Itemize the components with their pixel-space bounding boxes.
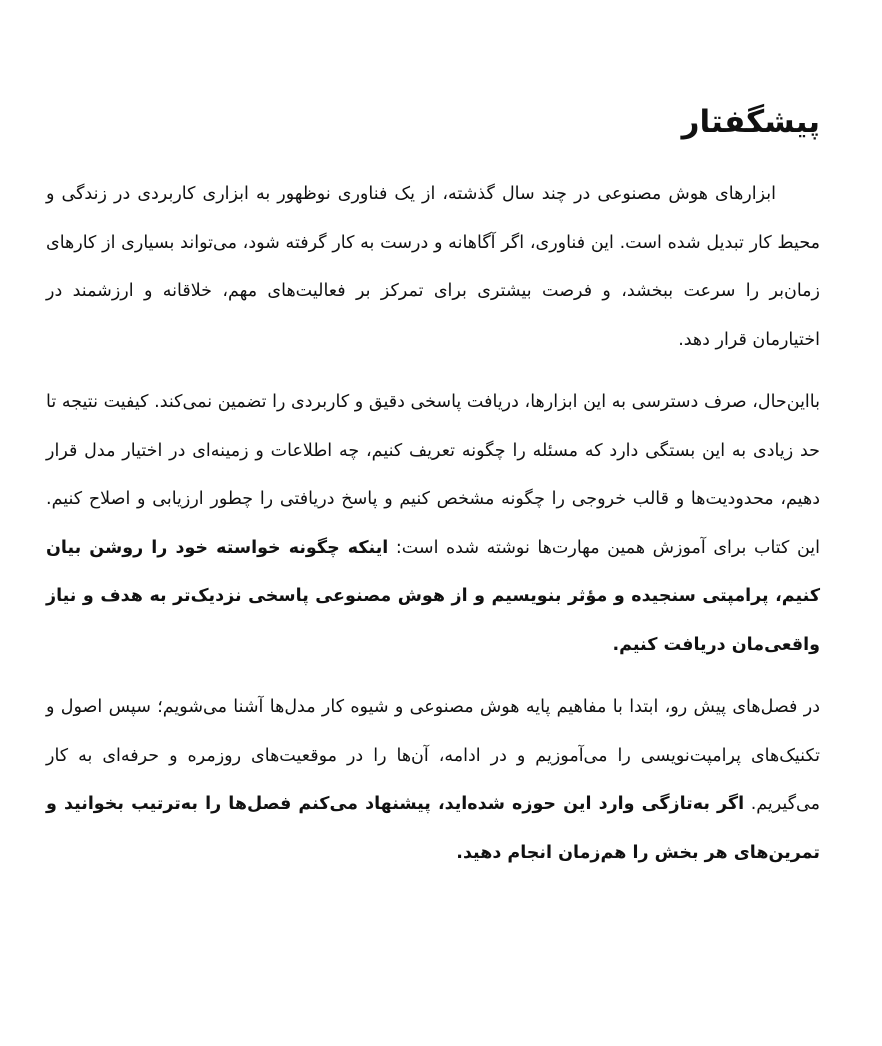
paragraph-purpose-emphasis: اینکه چگونه خواسته خود را روشن بیان کنیم، پرامپتی سنجیده و مؤثر بنویسیم و از هوش مصنوعی پاسخی نزدیک‌تر به هدف و نیاز واقعی‌مان دریافت کنیم. xyxy=(46,537,820,655)
page-title: پیشگفتار xyxy=(681,104,820,140)
paragraph-intro xyxy=(46,170,820,364)
paragraph-purpose xyxy=(46,378,820,669)
paragraph-structure xyxy=(46,683,820,877)
paragraph-intro-text: ابزارهای هوش مصنوعی در چند سال گذشته، از یک فناوری نوظهور به ابزاری کاربردی در زندگی و محیط کار تبدیل شده است. این فناوری، اگر آگاهانه و درست به کار گرفته شود، می‌تواند بسیاری از کارهای زمان‌بر را سرعت ببخشد، و فرصت بیشتری برای تمرکز بر فعالیت‌های مهم، خلاقانه و ارزشمند در اختیارمان قرار دهد. xyxy=(46,184,820,350)
paragraph-structure-text: در فصل‌های پیش رو، ابتدا با مفاهیم پایه هوش مصنوعی و شیوه کار مدل‌ها آشنا می‌شویم؛ سپس اصول و تکنیک‌های پرامپت‌نویسی را می‌آموزیم و در ادامه، آن‌ها را در موقعیت‌های روزمره و حرفه‌ای به کار می‌گیریم. xyxy=(46,697,820,814)
paragraph-structure-emphasis: اگر به‌تازگی وارد این حوزه شده‌اید، پیشنهاد می‌کنم فصل‌ها را به‌ترتیب بخوانید و تمرین‌های هر بخش را هم‌زمان انجام دهید. xyxy=(46,794,820,863)
paragraph-purpose-text: بااین‌حال، صرف دسترسی به این ابزارها، دریافت پاسخی دقیق و کاربردی را تضمین نمی‌کند. کیفیت نتیجه تا حد زیادی به این بستگی دارد که مسئله را چگونه تعریف کنیم، چه اطلاعات و زمینه‌ای در اختیار مدل قرار دهیم، محدودیت‌ها و قالب خروجی را چگونه مشخص کنیم و پاسخ دریافتی را چطور ارزیابی و اصلاح کنیم. این کتاب برای آموزش همین مهارت‌ها نوشته شده است: xyxy=(46,392,820,558)
